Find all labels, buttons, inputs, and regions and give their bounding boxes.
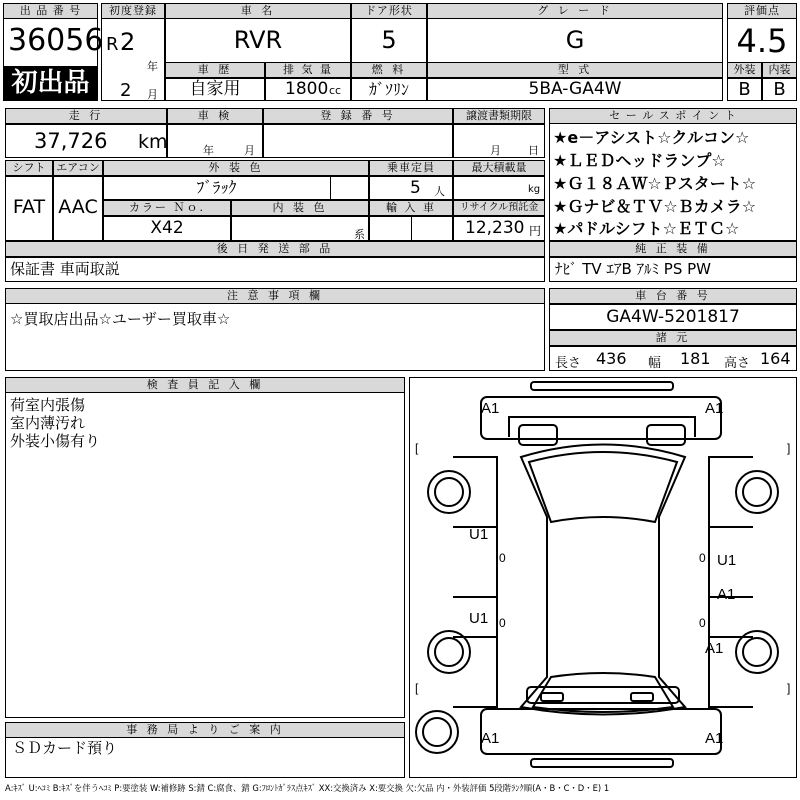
- inspector-line-3: 外装小傷有り: [10, 432, 101, 450]
- car-name-header: 車 名: [165, 3, 351, 19]
- mark-rear-right: A1: [705, 730, 724, 747]
- lot-header: 出 品 番 号: [3, 3, 98, 19]
- aircon-value: AAC: [58, 196, 98, 218]
- grade-header: グ レ ー ド: [427, 3, 723, 19]
- chassis-value: GA4W-5201817: [606, 307, 740, 327]
- recycle-unit: 円: [529, 224, 542, 238]
- car-name: RVR: [233, 26, 283, 54]
- zero-mark: 0: [699, 616, 706, 630]
- ext-color-value: ﾌﾞﾗｯｸ: [196, 178, 237, 197]
- shift-value: FAT: [12, 196, 46, 218]
- model-header: 型 式: [427, 62, 723, 78]
- mark-right-front-door: U1: [717, 552, 737, 569]
- equipment-header: 純 正 装 備: [549, 241, 797, 257]
- recycle-header: リサイクル預託金: [453, 200, 545, 216]
- month-unit: 月: [147, 88, 158, 101]
- inspection-month-unit: 月: [244, 144, 255, 157]
- reg-number-header: 登 録 番 号: [263, 108, 453, 124]
- transfer-month-unit: 月: [490, 144, 501, 157]
- notes-header: 注 意 事 項 欄: [5, 288, 545, 304]
- ext-color-header: 外 装 色: [103, 160, 369, 176]
- year-unit: 年: [147, 60, 158, 73]
- ext-color-subcell: [330, 176, 369, 200]
- reg-number-cell: [263, 124, 453, 158]
- chassis-header: 車 台 番 号: [549, 288, 797, 304]
- score-header: 評価点: [727, 3, 797, 19]
- capacity-unit: 人: [434, 185, 445, 198]
- mark-rear-left: A1: [481, 730, 500, 747]
- zero-mark: 0: [699, 551, 706, 565]
- model-value: 5BA-GA4W: [528, 79, 622, 99]
- length-label: 長さ: [555, 356, 582, 371]
- score-value: 4.5: [736, 22, 788, 60]
- door-value: 5: [381, 26, 397, 54]
- lot-number: 36056: [8, 23, 104, 58]
- int-score: B: [773, 79, 786, 100]
- ext-score-header: 外装: [727, 62, 762, 78]
- mark-front-left: A1: [481, 400, 500, 417]
- import-subcell: [411, 216, 453, 241]
- max-load-header: 最大積載量: [453, 160, 545, 176]
- bracket-mark: [: [415, 681, 419, 695]
- ext-score: B: [738, 79, 751, 100]
- inspection-header: 車 検: [167, 108, 263, 124]
- later-parts-value: 保証書 車両取説: [10, 260, 120, 278]
- inspection-year-unit: 年: [203, 144, 214, 157]
- length-value: 436: [596, 349, 627, 368]
- reg-year: 2: [120, 28, 136, 56]
- fuel-header: 燃 料: [351, 62, 427, 78]
- inspector-line-2: 室内薄汚れ: [10, 414, 86, 432]
- displacement-value: 1800: [285, 79, 329, 99]
- equipment-value: ﾅﾋﾞ TV ｴｱB ｱﾙﾐ PS PW: [555, 260, 711, 278]
- width-value: 181: [680, 349, 711, 368]
- sales-point-1: ★e－アシスト☆クルコン☆: [553, 128, 750, 147]
- later-parts-header: 後 日 発 送 部 品: [5, 241, 545, 257]
- mark-front-right: A1: [705, 400, 724, 417]
- int-color-header: 内 装 色: [231, 200, 369, 216]
- recycle-value: 12,230: [465, 218, 525, 238]
- sales-point-3: ★Ｇ１８ＡＷ☆Ｐスタート☆: [553, 174, 757, 193]
- door-header: ドア形状: [351, 3, 427, 19]
- int-color-cell: [231, 216, 369, 241]
- first-listing-badge: 初出品: [4, 66, 97, 100]
- mark-right-rear-door: A1: [717, 586, 736, 603]
- color-no-value: X42: [150, 218, 184, 238]
- mark-right-rear-quarter: A1: [705, 640, 724, 657]
- int-score-header: 内装: [762, 62, 797, 78]
- displacement-header: 排 気 量: [265, 62, 351, 78]
- mileage-unit: km: [138, 131, 168, 153]
- zero-mark: 0: [499, 551, 506, 565]
- sales-point-4: ★Ｇナビ＆ＴＶ☆Ｂカメラ☆: [553, 197, 757, 216]
- sales-point-2: ★ＬＥＤヘッドランプ☆: [553, 151, 726, 170]
- mileage-header: 走 行: [5, 108, 167, 124]
- first-reg-header: 初度登録: [101, 3, 165, 19]
- reg-month: 2: [120, 80, 132, 101]
- max-load-unit: kg: [528, 184, 541, 195]
- shift-header: シフト: [5, 160, 53, 176]
- color-no-header: カラー Ｎｏ.: [103, 200, 231, 216]
- legend: A:ｷｽﾞ U:ﾍｺﾐ B:ｷｽﾞを伴うﾍｺﾐ P:要塗装 W:補修跡 S:錆 C:腐食、錆 G:ﾌﾛﾝﾄｶﾞﾗｽ点ｷｽﾞ XX:交換済み X:要交換 欠:欠品 内・外装評価 5段階ﾗﾝｸ順(A・B・C・D・E) 1: [5, 783, 610, 793]
- transfer-header: 譲渡書類期限: [453, 108, 545, 124]
- zero-mark: 0: [499, 616, 506, 630]
- width-label: 幅: [648, 356, 662, 371]
- notes-value: ☆買取店出品☆ユーザー買取車☆: [10, 310, 231, 328]
- car-diagram: [409, 377, 797, 778]
- bracket-mark: ]: [787, 441, 791, 455]
- dims-header: 諸 元: [549, 330, 797, 346]
- capacity-value: 5: [410, 178, 421, 198]
- history-header: 車 歴: [165, 62, 265, 78]
- sales-point-5: ★パドルシフト☆ＥＴＣ☆: [553, 219, 740, 238]
- mark-left-front-door: U1: [469, 526, 489, 543]
- mileage-value: 37,726: [34, 129, 108, 153]
- office-header: 事 務 局 よ り ご 案 内: [5, 722, 405, 738]
- displacement-unit: cc: [329, 84, 342, 97]
- aircon-header: エアコン: [53, 160, 103, 176]
- inspector-line-1: 荷室内張傷: [10, 396, 86, 414]
- mark-left-rear-door: U1: [469, 610, 489, 627]
- capacity-header: 乗車定員: [369, 160, 453, 176]
- history-value: 自家用: [189, 79, 241, 99]
- inspector-header: 検 査 員 記 入 欄: [5, 377, 405, 393]
- int-color-unit: 系: [354, 228, 365, 241]
- height-value: 164: [760, 349, 791, 368]
- bracket-mark: [: [415, 441, 419, 455]
- height-label: 高さ: [724, 356, 751, 371]
- grade-value: G: [565, 26, 585, 54]
- office-value: ＳＤカード預り: [12, 739, 118, 757]
- fuel-value: ｶﾞｿﾘﾝ: [368, 80, 409, 99]
- transfer-day-unit: 日: [528, 144, 539, 157]
- sales-points-header: セ ー ル ス ポ イ ン ト: [549, 108, 797, 124]
- bracket-mark: ]: [787, 681, 791, 695]
- era-label: R: [106, 34, 119, 55]
- import-header: 輸 入 車: [369, 200, 453, 216]
